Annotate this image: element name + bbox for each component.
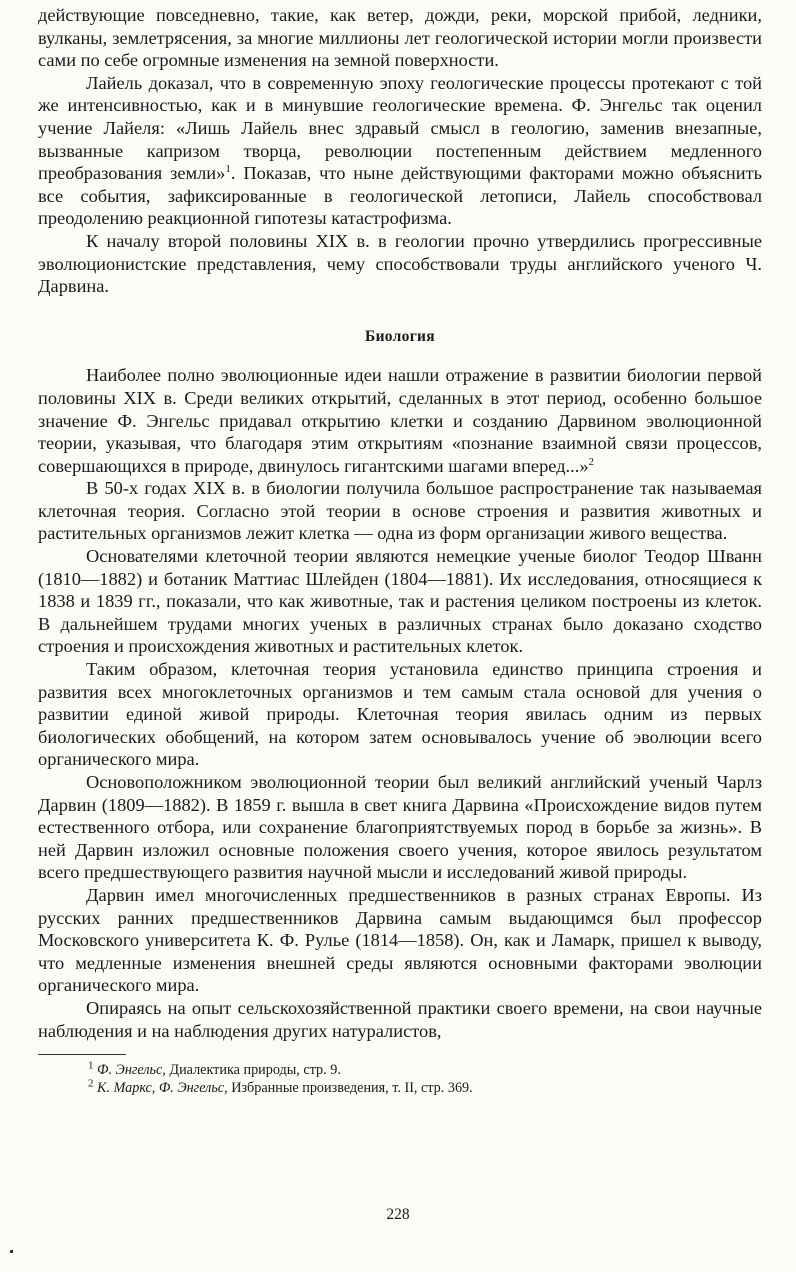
paragraph-lyell bbox=[38, 72, 762, 230]
footnote-divider bbox=[38, 1054, 126, 1055]
footnote-2 bbox=[88, 1079, 762, 1097]
scan-mark bbox=[10, 1250, 13, 1253]
footnote-ref-1: 1 bbox=[225, 163, 231, 176]
paragraph-bio-4: Таким образом, клеточная теория установила единство принципа строения и развития всех многоклеточных организмов и тем самым стала основой для учения о развитии единой живой природы. Клеточная теория явилась одним из первых биологических обобщений, на котором затем основывалось учение об эволюции всего органического мира. bbox=[38, 659, 762, 770]
section-title: Биология bbox=[365, 327, 435, 345]
paragraph-bio-1 bbox=[38, 364, 762, 477]
footnote-1-num: 1 bbox=[88, 1059, 94, 1072]
paragraph-lyell-end: . Показав, что ныне действующими факторами можно объяснить все события, зафиксированные в геологической летописи, Лайель способствовал преодолению реакционной гипотезы катастрофизма. bbox=[38, 163, 763, 229]
paragraph-bio-6: Дарвин имел многочисленных предшественников в разных странах Европы. Из русских ранних предшественников Дарвина самым выдающимся был профессор Московского университета К. Ф. Рулье (1814—1858). Он, как и Ламарк, пришел к выводу, что медленные изменения внешней среды являются основными факторами эволюции органического мира. bbox=[38, 884, 762, 996]
footnote-1-text: Диалектика природы, стр. 9. bbox=[165, 1062, 341, 1079]
footnote-2-num: 2 bbox=[88, 1077, 94, 1090]
paragraph-bio-7: Опираясь на опыт сельскохозяйственной практики своего времени, на свои научные наблюдения и на наблюдения других натуралистов, bbox=[38, 997, 762, 1041]
footnote-2-text: Избранные произведения, т. II, стр. 369. bbox=[227, 1080, 473, 1097]
paragraph-top: действующие повседневно, такие, как ветер, дожди, реки, морской прибой, ледники, вулканы, землетрясения, за многие миллионы лет геологической истории могли произвести сами по себе огромные изменения на земной поверхности. bbox=[38, 5, 762, 71]
footnote-1 bbox=[88, 1061, 762, 1079]
footnote-1-author: Ф. Энгельс, bbox=[97, 1062, 166, 1079]
page-body bbox=[38, 4, 762, 1097]
paragraph-lyell-text: Лайель доказал, что в современную эпоху геологические процессы протекают с той же интенсивностью, как и в минувшие геологические времена. Ф. Энгельс так оценил учение Лайеля: «Лишь Лайель внес здравый смысл в геологию, заменив внезапные, вызванные капризом творца, революции постепенным действием медленного преобразования земли» bbox=[38, 72, 762, 184]
page-number: 228 bbox=[386, 1206, 410, 1223]
paragraph-xix: К началу второй половины XIX в. в геологии прочно утвердились прогрессивные эволюционистские представления, чему способствовали труды английского ученого Ч. Дарвина. bbox=[38, 230, 762, 297]
footnotes bbox=[38, 1061, 762, 1097]
paragraph-bio-5: Основоположником эволюционной теории был великий английский ученый Чарлз Дарвин (1809—1882). В 1859 г. вышла в свет книга Дарвина «Происхождение видов путем естественного отбора, или сохранение благоприятствуемых пород в борьбе за жизнь». В ней Дарвин изложил основные положения своего учения, которое явилось результатом всего предшествующего развития научной мысли и исследований живой природы. bbox=[38, 772, 762, 883]
paragraph-bio-3: Основателями клеточной теории являются немецкие ученые биолог Теодор Шванн (1810—1882) и ботаник Маттиас Шлейден (1804—1881). Их исследования, относящиеся к 1838 и 1839 гг., показали, что как животные, так и растения целиком построены из клеток. В дальнейшем трудами многих ученых в различных странах было доказано сходство строения и происхождения животных и растительных клеток. bbox=[38, 546, 762, 657]
footnote-2-author: К. Маркс, Ф. Энгельс, bbox=[97, 1080, 228, 1097]
paragraph-bio-2: В 50-х годах XIX в. в биологии получила большое распространение так называемая клеточная теория. Согласно этой теории в основе строения и развития животных и растительных организмов лежит клетка — одна из форм организации живого вещества. bbox=[38, 478, 762, 544]
footnote-ref-2: 2 bbox=[588, 455, 595, 468]
paragraph-bio-1-text: Наиболее полно эволюционные идеи нашли отражение в развитии биологии первой половины XIX в. Среди великих открытий, сделанных в этот период, особенно большое значение Ф. Энгельс придавал открытию клетки и созданию Дарвином эволюционной теории, указывая, что благодаря этим открытиям «познание взаимной связи процессов, совершающихся в природе, двинулось гигантскими шагами вперед...» bbox=[38, 365, 762, 476]
